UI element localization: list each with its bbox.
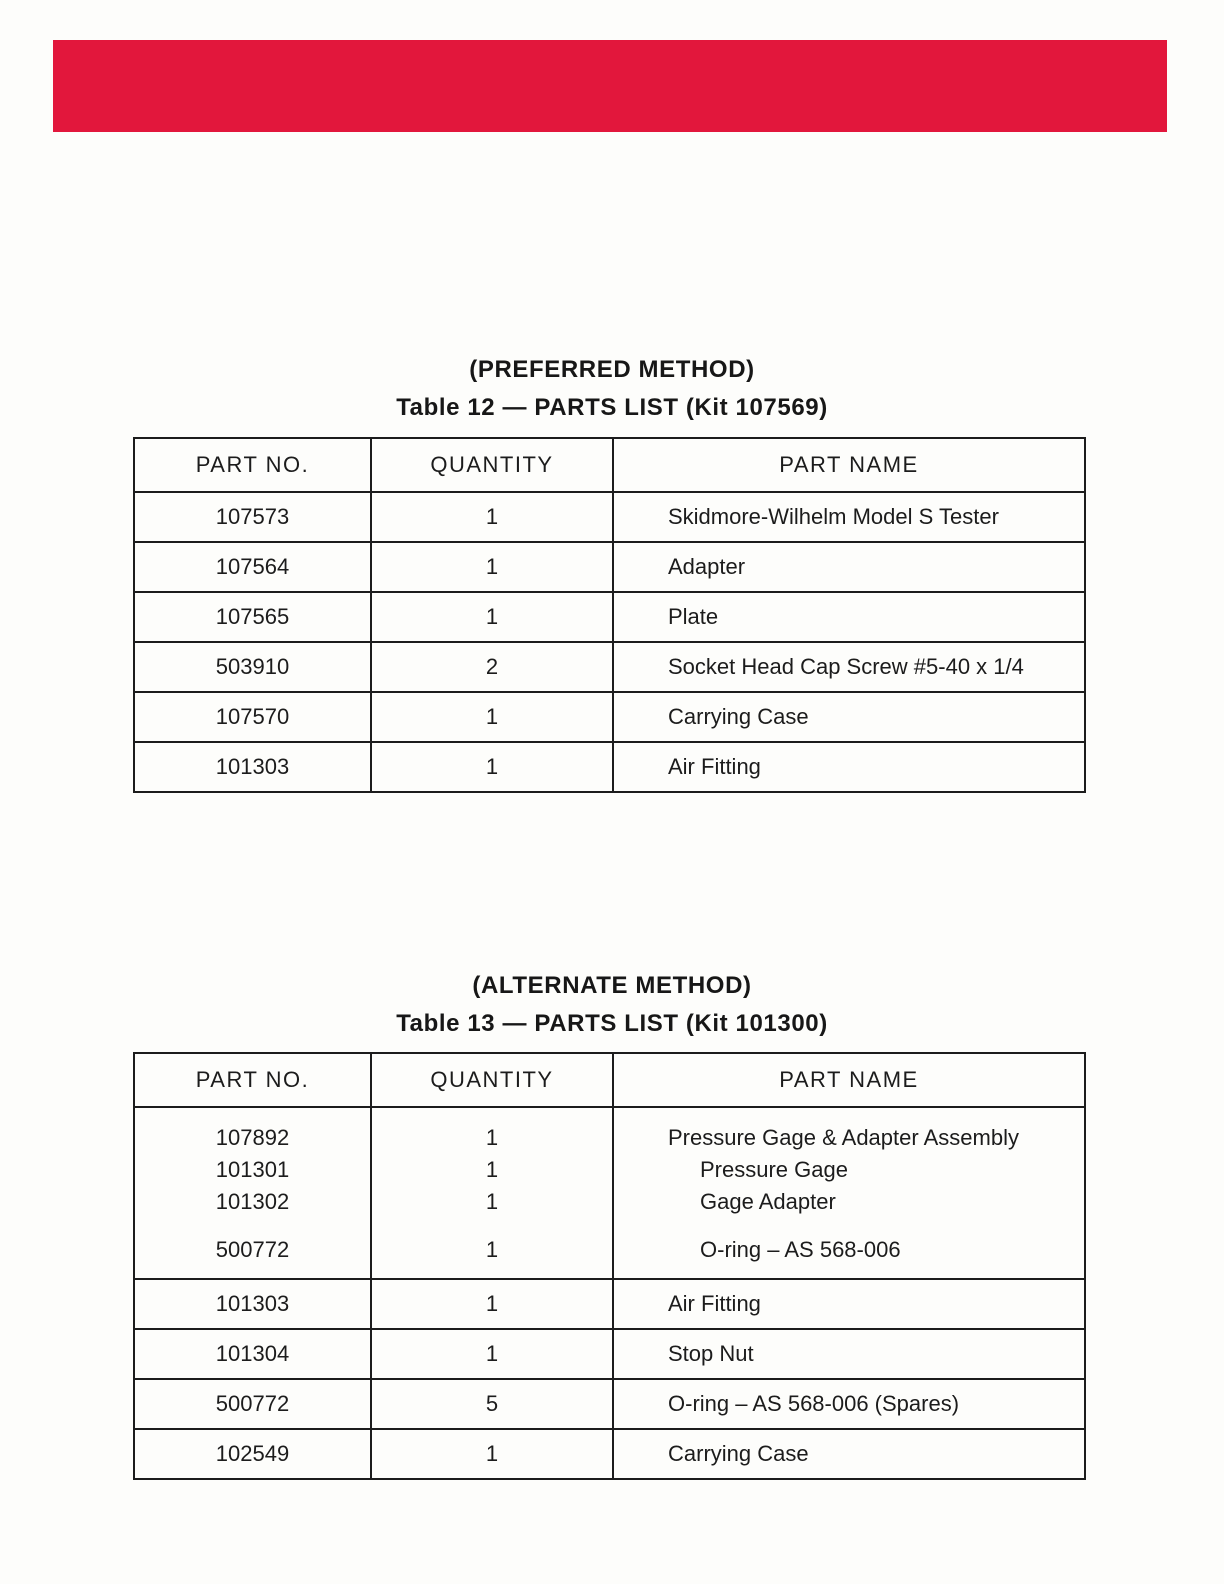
table12-header-part-name: PART NAME xyxy=(613,438,1085,492)
quantity-cell: 1 xyxy=(371,492,613,542)
part-no-cell: 107570 xyxy=(134,692,371,742)
part-name-cell: Socket Head Cap Screw #5-40 x 1/4 xyxy=(613,642,1085,692)
part-no-cell xyxy=(134,1107,371,1279)
quantity-line: 1 xyxy=(485,1157,499,1182)
quantity-cell xyxy=(371,1107,613,1279)
part-no-cell: 107564 xyxy=(134,542,371,592)
quantity-line: 1 xyxy=(485,1189,499,1214)
table13-header-row xyxy=(134,1053,1085,1107)
quantity-cell: 1 xyxy=(371,692,613,742)
part-no-cell: 101303 xyxy=(134,742,371,792)
alternate-method-title: (ALTERNATE METHOD) xyxy=(472,972,752,999)
table-row xyxy=(134,742,1085,792)
table-row xyxy=(134,1279,1085,1329)
part-name-cell: Skidmore-Wilhelm Model S Tester xyxy=(613,492,1085,542)
quantity-cell: 1 xyxy=(371,1329,613,1379)
part-no-cell: 101303 xyxy=(134,1279,371,1329)
part-name-cell: Air Fitting xyxy=(613,1279,1085,1329)
part-no-cell: 503910 xyxy=(134,642,371,692)
quantity-cell: 1 xyxy=(371,742,613,792)
part-name-cell: Carrying Case xyxy=(613,692,1085,742)
part-no-cell: 102549 xyxy=(134,1429,371,1479)
table-row-assembly-group xyxy=(134,1107,1085,1279)
quantity-cell: 5 xyxy=(371,1379,613,1429)
part-name-line: Gage Adapter xyxy=(700,1189,836,1214)
table-row xyxy=(134,1429,1085,1479)
part-no-line: 107892 xyxy=(215,1125,290,1150)
table13-header-quantity: QUANTITY xyxy=(371,1053,613,1107)
quantity-cell: 1 xyxy=(371,1429,613,1479)
part-no-line: 101301 xyxy=(215,1157,290,1182)
part-name-line: Pressure Gage xyxy=(700,1157,848,1182)
part-no-cell: 101304 xyxy=(134,1329,371,1379)
table12-header-part-no: PART NO. xyxy=(134,438,371,492)
table-row xyxy=(134,1329,1085,1379)
quantity-line: 1 xyxy=(485,1237,499,1262)
parts-table-13 xyxy=(133,1052,1086,1480)
part-name-cell: Stop Nut xyxy=(613,1329,1085,1379)
preferred-method-title: (PREFERRED METHOD) xyxy=(469,356,755,383)
table-row xyxy=(134,642,1085,692)
part-no-line: 101302 xyxy=(215,1189,290,1214)
table13-title: Table 13 — PARTS LIST (Kit 101300) xyxy=(396,1010,828,1037)
part-name-line: Pressure Gage & Adapter Assembly xyxy=(668,1125,1019,1150)
table13-header-part-name: PART NAME xyxy=(613,1053,1085,1107)
part-name-line: O-ring – AS 568-006 xyxy=(700,1237,901,1262)
quantity-line: 1 xyxy=(485,1125,499,1150)
part-name-cell: Plate xyxy=(613,592,1085,642)
part-name-cell: Air Fitting xyxy=(613,742,1085,792)
table-row xyxy=(134,542,1085,592)
parts-table-12 xyxy=(133,437,1086,793)
table-row xyxy=(134,1379,1085,1429)
quantity-cell: 2 xyxy=(371,642,613,692)
part-name-cell: Adapter xyxy=(613,542,1085,592)
table13-header-part-no: PART NO. xyxy=(134,1053,371,1107)
table-row xyxy=(134,692,1085,742)
quantity-cell: 1 xyxy=(371,542,613,592)
part-no-cell: 107573 xyxy=(134,492,371,542)
table12-header-quantity: QUANTITY xyxy=(371,438,613,492)
quantity-cell: 1 xyxy=(371,592,613,642)
quantity-cell: 1 xyxy=(371,1279,613,1329)
table-row xyxy=(134,592,1085,642)
red-banner xyxy=(53,40,1167,132)
part-name-cell: O-ring – AS 568-006 (Spares) xyxy=(613,1379,1085,1429)
table12-header-row xyxy=(134,438,1085,492)
part-no-line: 500772 xyxy=(215,1237,290,1262)
part-name-cell: Carrying Case xyxy=(613,1429,1085,1479)
part-no-cell: 500772 xyxy=(134,1379,371,1429)
table12-title: Table 12 — PARTS LIST (Kit 107569) xyxy=(396,394,828,421)
part-name-cell xyxy=(613,1107,1085,1279)
table-row xyxy=(134,492,1085,542)
part-no-cell: 107565 xyxy=(134,592,371,642)
